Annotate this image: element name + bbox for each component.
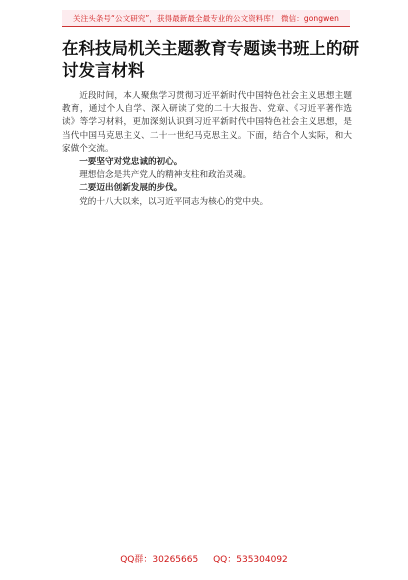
paragraph-1: 理想信念是共产党人的精神支柱和政治灵魂。 bbox=[79, 170, 252, 181]
paragraph-intro: 近段时间，本人聚焦学习贯彻习近平新时代中国特色社会主义思想主题教育，通过个人自学、深入研读了党的二十大报告、党章、《习近平著作选读》等学习材料，更加深刻认识到习近平新时代中国特色社会主义思想，是当代中国马克思主义、二十一世纪马克思主义。下面，结合个人实际，和大家做个交流。 bbox=[62, 91, 352, 154]
footer-qq-group: QQ群：30265665 bbox=[120, 555, 199, 565]
header-banner bbox=[62, 10, 350, 27]
paragraph-2: 党的十八大以来，以习近平同志为核心的党中央。 bbox=[79, 196, 269, 207]
document-body bbox=[62, 90, 352, 209]
page-title: 在科技局机关主题教育专题读书班上的研讨发言材料 bbox=[62, 39, 359, 80]
footer-qq: QQ：535304092 bbox=[213, 555, 288, 565]
banner-text: 关注头条号“公文研究”，获得最新最全最专业的公文资料库！ 微信：gongwen bbox=[73, 13, 339, 23]
section-heading-2: 二要迈出创新发展的步伐。 bbox=[79, 183, 183, 194]
footer bbox=[0, 552, 408, 565]
section-heading-1: 一要坚守对党忠诚的初心。 bbox=[79, 157, 183, 168]
